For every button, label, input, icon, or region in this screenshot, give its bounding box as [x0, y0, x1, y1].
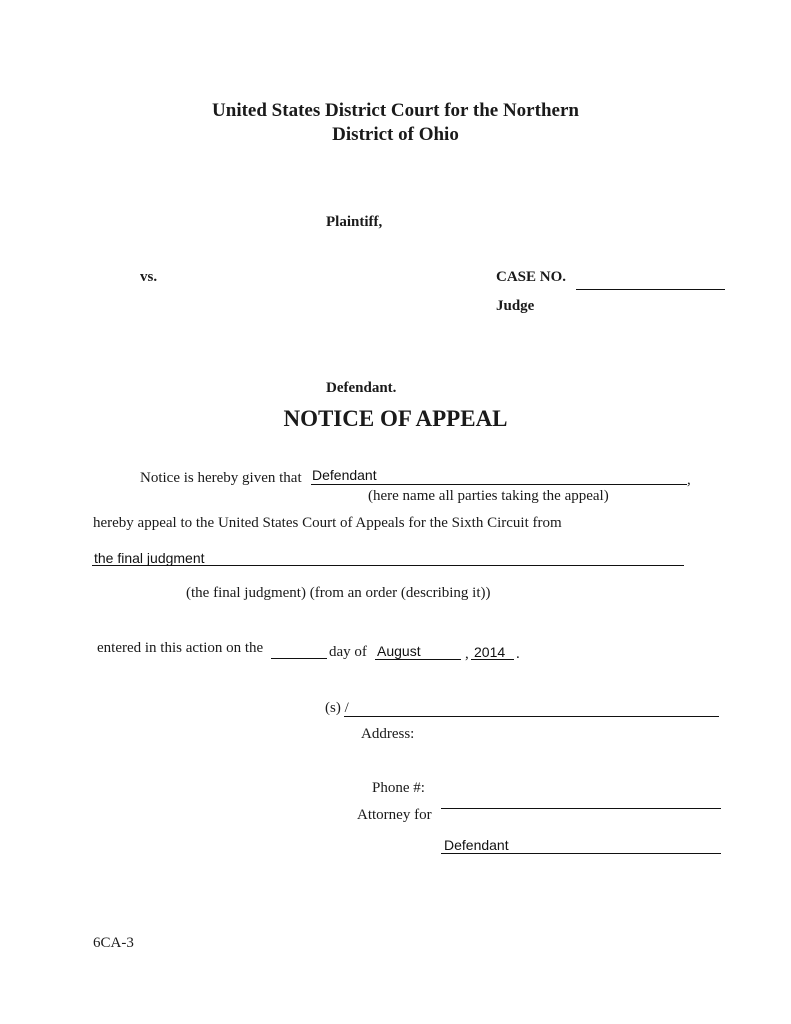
date-period: . [516, 646, 520, 662]
parties-hint-text: (here name all parties taking the appeal) [368, 488, 609, 504]
date-comma: , [465, 646, 469, 662]
document-title: NOTICE OF APPEAL [283, 406, 508, 431]
case-no-underline [576, 289, 725, 290]
appeal-text: hereby appeal to the United States Court of Appeals for the Sixth Circuit from [93, 515, 562, 531]
appealing-parties-input[interactable] [312, 466, 686, 483]
judgment-description-input[interactable] [94, 550, 682, 566]
appealing-parties-underline [311, 484, 687, 485]
entered-text: entered in this action on the [97, 640, 264, 656]
case-no-label: CASE NO. [496, 269, 567, 285]
day-of-text: day of [329, 644, 367, 660]
judgment-description-underline [92, 565, 684, 566]
phone-underline [441, 808, 721, 809]
court-name-line2: District of Ohio [332, 124, 459, 145]
signature-label: (s) / [325, 700, 349, 716]
attorney-for-input[interactable] [444, 837, 720, 853]
judgment-hint-text: (the final judgment) (from an order (describing it)) [186, 585, 491, 601]
vs-label: vs. [140, 269, 158, 285]
court-name-line1: United States District Court for the Northern [212, 100, 579, 121]
year-input[interactable] [474, 644, 514, 660]
day-underline [271, 658, 327, 659]
month-input[interactable] [377, 643, 460, 659]
notice-intro-text: Notice is hereby given that [140, 470, 302, 486]
case-no-input[interactable] [576, 272, 724, 288]
judge-label: Judge [496, 298, 535, 314]
month-underline [375, 659, 461, 660]
parties-trailing-comma: , [687, 472, 691, 488]
attorney-for-label: Attorney for [357, 807, 432, 823]
signature-underline [344, 716, 719, 717]
plaintiff-label: Plaintiff, [326, 214, 383, 230]
signature-input[interactable] [346, 701, 718, 717]
attorney-for-underline [441, 853, 721, 854]
day-input[interactable] [271, 643, 326, 659]
address-label: Address: [361, 726, 415, 742]
phone-input[interactable] [442, 792, 719, 808]
phone-label: Phone #: [372, 780, 425, 796]
form-id: 6CA-3 [93, 935, 134, 951]
defendant-label: Defendant. [326, 380, 397, 396]
year-underline [471, 659, 514, 660]
